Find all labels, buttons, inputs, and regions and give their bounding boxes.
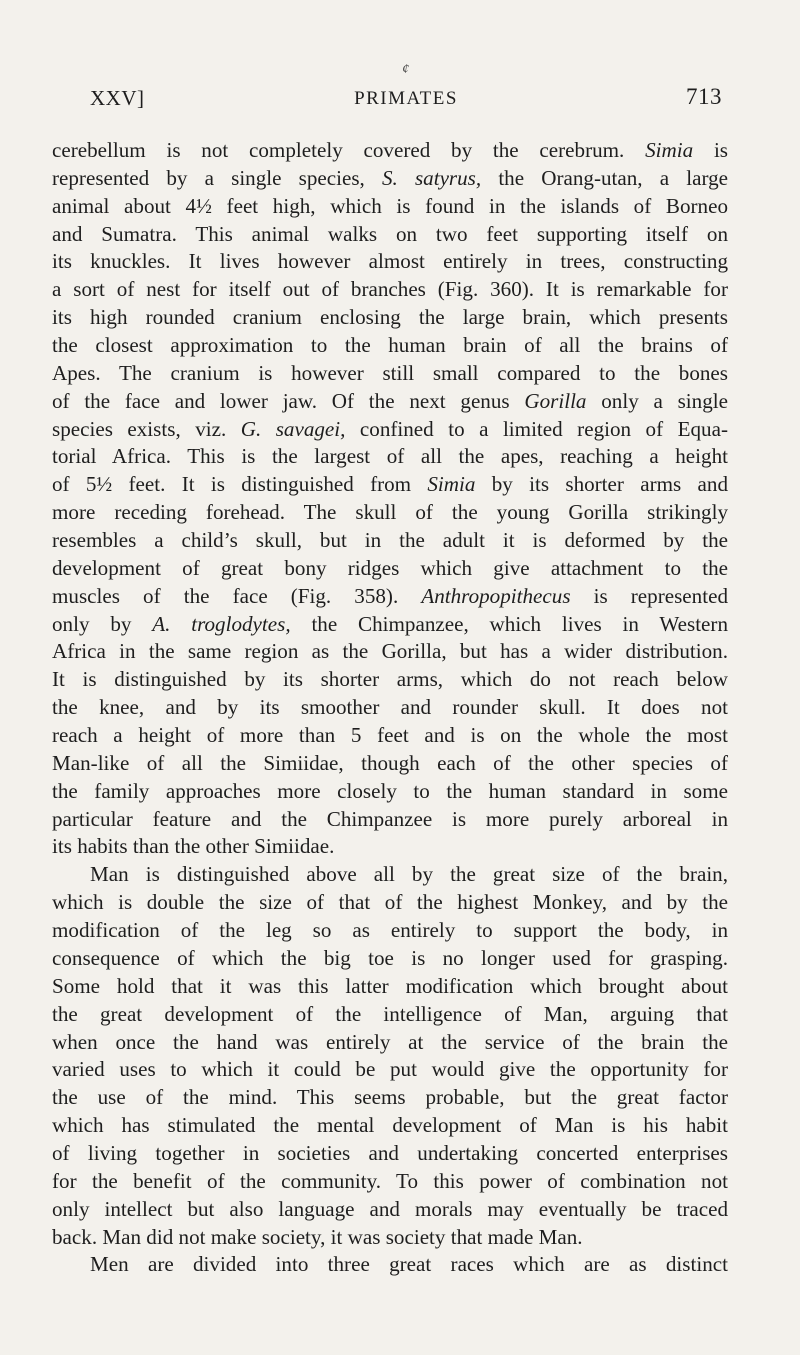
italic-text: Simia	[427, 472, 476, 497]
text-line	[52, 555, 728, 583]
text-run: the Orang-utan, a large	[481, 165, 728, 190]
text-run: torial Africa. This is the largest of all the apes, reaching a height	[52, 444, 728, 469]
text-line	[52, 638, 728, 666]
text-run: confined to a limited region of Equa-	[345, 416, 728, 441]
italic-text: Anthropopithecus	[421, 583, 571, 608]
text-line	[52, 1224, 728, 1252]
text-line	[52, 583, 728, 611]
text-line	[52, 193, 728, 221]
chapter-marker: XXV]	[90, 86, 145, 110]
text-run: only by	[52, 611, 153, 636]
text-run: when once the hand was entirely at the service of the brain the	[52, 1029, 728, 1054]
page-speck-mark: ¢	[402, 62, 409, 77]
text-line	[52, 1056, 728, 1084]
text-line	[52, 806, 728, 834]
text-run: its knuckles. It lives however almost entirely in trees, constructing	[52, 249, 728, 274]
text-line	[52, 917, 728, 945]
text-run: back. Man did not make society, it was society that made Man.	[52, 1224, 583, 1249]
running-title: PRIMATES	[354, 88, 458, 109]
text-line	[52, 778, 728, 806]
text-line	[52, 1029, 728, 1057]
text-line	[52, 1140, 728, 1168]
text-line	[52, 221, 728, 249]
text-run: Man is distinguished above all by the great size of the brain,	[90, 862, 728, 887]
text-run: by its shorter arms and	[475, 472, 728, 497]
text-run: its high rounded cranium enclosing the large brain, which presents	[52, 305, 728, 330]
text-run: development of great bony ridges which give attachment to the	[52, 555, 728, 580]
italic-text: G. savagei,	[240, 416, 346, 441]
text-run: Man-like of all the Simiidae, though each of the other species of	[52, 750, 728, 775]
text-run: its habits than the other Simiidae.	[52, 834, 335, 859]
text-run: consequence of which the big toe is no longer used for grasping.	[52, 945, 728, 970]
body-text	[52, 137, 728, 1279]
text-line	[52, 443, 728, 471]
text-run: cerebellum is not completely covered by the cerebrum.	[52, 138, 646, 162]
text-run: Africa in the same region as the Gorilla, but has a wider distribution.	[52, 639, 728, 664]
text-run: the closest approximation to the human brain of all the brains of	[52, 333, 728, 358]
text-run: which has stimulated the mental development of Man is his habit	[52, 1113, 728, 1138]
text-run: It is distinguished by its shorter arms, which do not reach below	[52, 667, 728, 692]
text-line	[52, 1001, 728, 1029]
running-header	[90, 86, 722, 116]
text-run: of living together in societies and undertaking concerted enterprises	[52, 1140, 728, 1165]
text-run: only a single	[586, 388, 728, 413]
text-run: a sort of nest for itself out of branches (Fig. 360). It is remarkable for	[52, 277, 728, 302]
text-run: is represented	[570, 583, 728, 608]
text-line	[52, 666, 728, 694]
text-line	[52, 388, 728, 416]
text-line	[52, 276, 728, 304]
text-line	[52, 1084, 728, 1112]
text-run: the family approaches more closely to the human standard in some	[52, 778, 728, 803]
text-run: the use of the mind. This seems probable, but the great factor	[52, 1085, 728, 1110]
text-run: Some hold that it was this latter modification which brought about	[52, 973, 728, 998]
text-run: modification of the leg so as entirely to support the body, in	[52, 918, 728, 943]
text-run: which is double the size of that of the highest Monkey, and by the	[52, 890, 728, 915]
text-run: varied uses to which it could be put would give the opportunity for	[52, 1057, 728, 1082]
text-line	[52, 248, 728, 276]
text-run: the Chimpanzee, which lives in Western	[290, 611, 728, 636]
page-number: 713	[686, 84, 722, 109]
text-line	[52, 750, 728, 778]
text-run: of the face and lower jaw. Of the next genus	[52, 388, 525, 413]
text-run: muscles of the face (Fig. 358).	[52, 583, 422, 608]
text-run: only intellect but also language and morals may eventually be traced	[52, 1196, 728, 1221]
text-line	[52, 137, 728, 165]
text-line	[52, 945, 728, 973]
text-run: particular feature and the Chimpanzee is more purely arboreal in	[52, 806, 728, 831]
text-line	[52, 304, 728, 332]
italic-text: Gorilla	[524, 388, 587, 413]
text-run: the knee, and by its smoother and rounder skull. It does not	[52, 695, 728, 720]
text-run: animal about 4½ feet high, which is found in the islands of Borneo	[52, 193, 728, 218]
text-line	[52, 973, 728, 1001]
text-line	[52, 165, 728, 193]
text-line	[52, 1196, 728, 1224]
text-run: resembles a child’s skull, but in the adult it is deformed by the	[52, 528, 728, 553]
text-run: Apes. The cranium is however still small compared to the bones	[52, 360, 728, 385]
text-line	[52, 332, 728, 360]
text-line	[52, 722, 728, 750]
text-line	[52, 416, 728, 444]
text-run: the great development of the intelligence of Man, arguing that	[52, 1001, 728, 1026]
text-run: is	[693, 138, 729, 162]
text-line	[52, 694, 728, 722]
italic-text: Simia	[645, 138, 694, 162]
text-line	[52, 360, 728, 388]
text-line	[52, 611, 728, 639]
text-run: Men are divided into three great races which are as distinct	[90, 1252, 728, 1277]
text-run: represented by a single species,	[52, 165, 382, 190]
text-run: of 5½ feet. It is distinguished from	[52, 472, 428, 497]
text-line	[52, 833, 728, 861]
text-line	[52, 471, 728, 499]
text-run: for the benefit of the community. To this power of combination not	[52, 1168, 728, 1193]
text-line	[52, 1168, 728, 1196]
text-line	[52, 889, 728, 917]
italic-text: A. troglodytes,	[152, 611, 291, 636]
text-run: and Sumatra. This animal walks on two feet supporting itself on	[52, 221, 728, 246]
text-line	[52, 527, 728, 555]
text-line	[52, 499, 728, 527]
text-line	[52, 1251, 728, 1279]
text-run: reach a height of more than 5 feet and is on the whole the most	[52, 723, 728, 748]
text-run: more receding forehead. The skull of the young Gorilla strikingly	[52, 500, 728, 525]
italic-text: S. satyrus,	[381, 165, 482, 190]
text-line	[52, 861, 728, 889]
text-run: species exists, viz.	[52, 416, 241, 441]
text-line	[52, 1112, 728, 1140]
